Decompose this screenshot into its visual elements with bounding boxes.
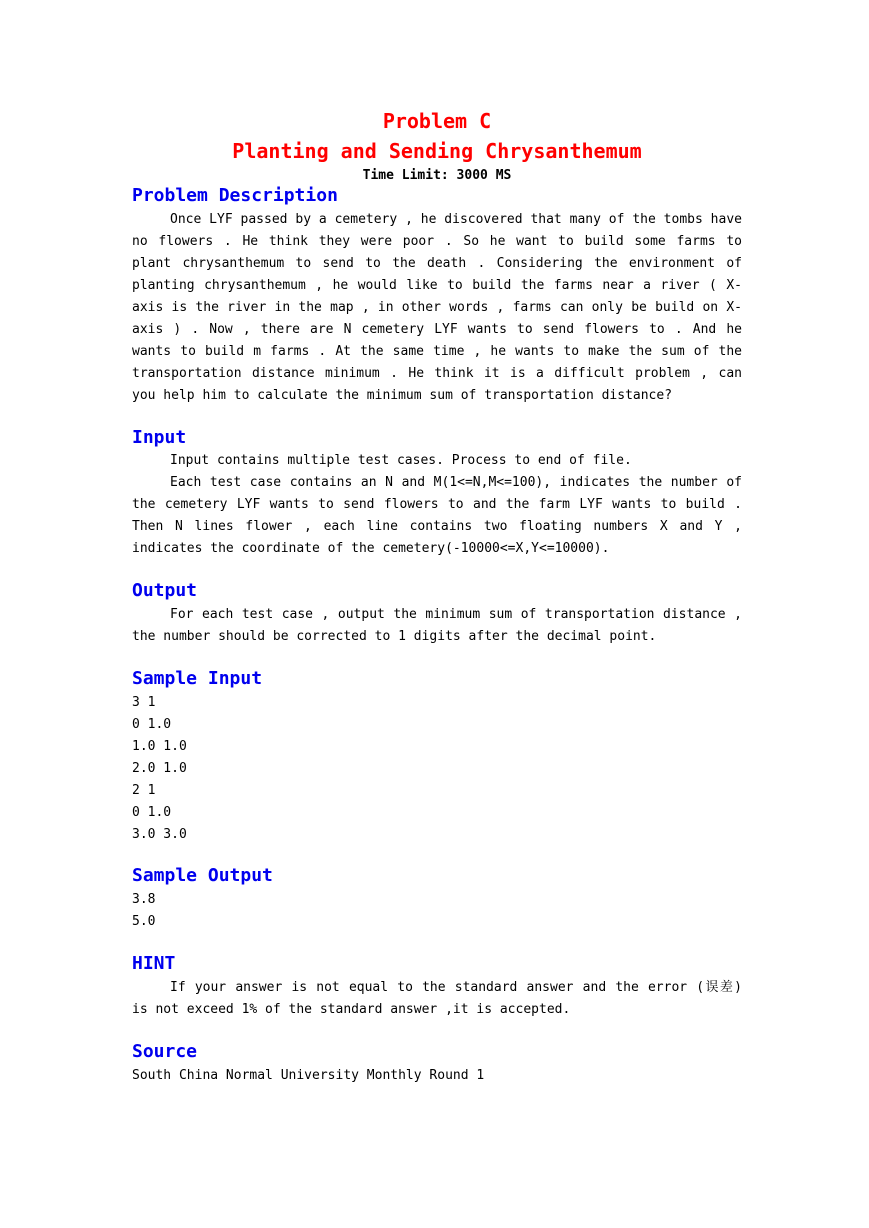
- sample-input-heading: Sample Input: [132, 668, 263, 689]
- hint-text: If your answer is not equal to the standard answer and the error (误差) is not exceed 1% of the standard answer ,it is accepted.: [132, 980, 742, 1017]
- input-heading: Input: [132, 427, 187, 448]
- sample-input-block: [132, 692, 742, 846]
- sample-input-line: 0 1.0: [132, 717, 172, 732]
- input-text-line1: Input contains multiple test cases. Process to end of file.: [170, 453, 632, 468]
- sample-input-line: 3.0 3.0: [132, 827, 187, 842]
- input-text-line2: Each test case contains an N and M(1<=N,M<=100), indicates the number of the cemetery LYF wants to send flowers to and the farm LYF wants to build . Then N lines flower , each line contains two floating numbers X and Y , indicates the coordinate of the cemetery(-10000<=X,Y<=10000).: [132, 475, 742, 556]
- sample-input-line: 1.0 1.0: [132, 739, 187, 754]
- problem-title: Planting and Sending Chrysanthemum: [232, 139, 642, 163]
- hint-heading: HINT: [132, 953, 176, 974]
- sample-output-heading: Sample Output: [132, 865, 273, 886]
- output-heading: Output: [132, 580, 198, 601]
- sample-input-line: 3 1: [132, 695, 156, 710]
- description-heading: Problem Description: [132, 185, 338, 206]
- description-text: Once LYF passed by a cemetery , he discovered that many of the tombs have no flowers . He think they were poor . So he want to build some farms to plant chrysanthemum to send to the death . Considering the environment of planting chrysanthemum , he would like to build the farms near a river ( X-axis is the river in the map , in other words , farms can only be build on X-axis ) . Now , there are N cemetery LYF wants to send flowers to . And he wants to build m farms . At the same time , he wants to make the sum of the transportation distance minimum . He think it is a difficult problem , can you help him to calculate the minimum sum of transportation distance?: [132, 212, 742, 403]
- sample-output-line: 5.0: [132, 914, 156, 929]
- problem-code: Problem C: [382, 109, 492, 133]
- sample-input-line: 0 1.0: [132, 805, 172, 820]
- sample-input-line: 2 1: [132, 783, 156, 798]
- source-heading: Source: [132, 1041, 198, 1062]
- output-text: For each test case , output the minimum sum of transportation distance , the number should be corrected to 1 digits after the decimal point.: [132, 607, 742, 644]
- sample-output-block: [132, 889, 742, 933]
- sample-input-line: 2.0 1.0: [132, 761, 187, 776]
- source-text: South China Normal University Monthly Round 1: [132, 1068, 485, 1083]
- sample-output-line: 3.8: [132, 892, 156, 907]
- time-limit: Time Limit: 3000 MS: [362, 168, 512, 183]
